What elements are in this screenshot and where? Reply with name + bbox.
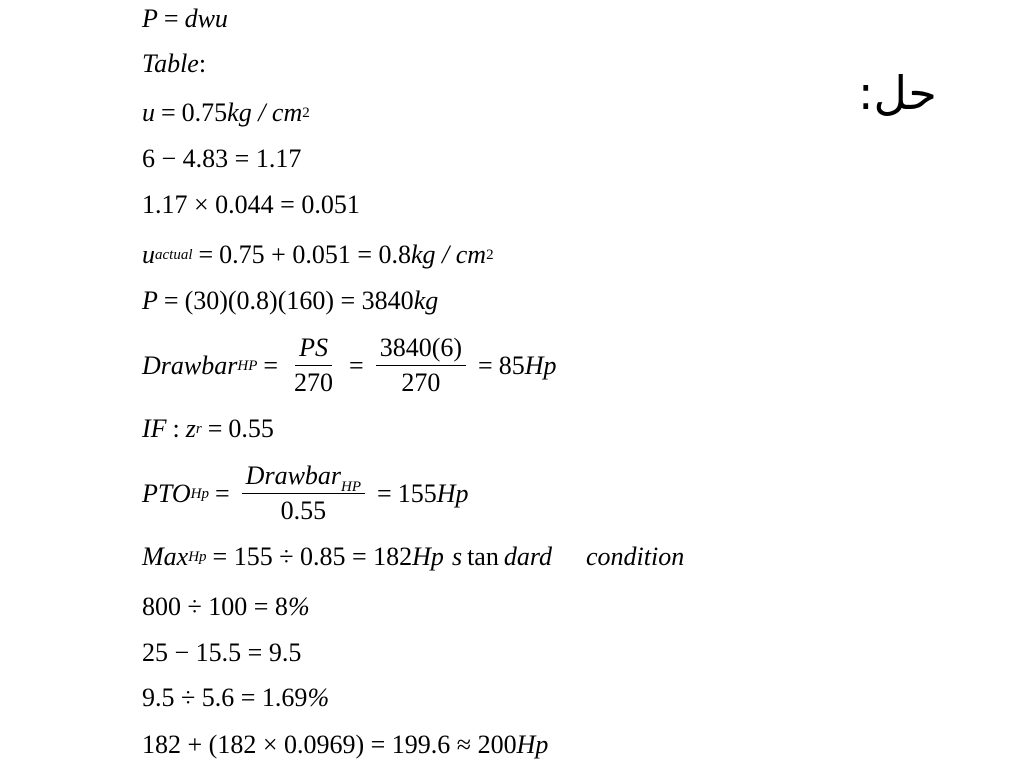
equation-line-2: Table : xyxy=(142,49,207,78)
equation-line-4: 6 − 4.83 = 1.17 xyxy=(142,144,302,173)
equation-line-7: P = (30)(0.8)(160) = 3840 kg xyxy=(142,286,439,315)
equation-line-8: Drawbar HP = $\frac{PS}{270}$ = $\frac{3840(6)}{270}$ = 85 Hp xyxy=(142,333,557,397)
equation-line-9: IF : z r = 0.55 xyxy=(142,414,274,443)
equation-line-10: PTO Hp = $\frac{Drawbar_{HP}}{0.55}$ = 155 Hp xyxy=(142,461,469,525)
equation-line-11: Max Hp = 155 ÷ 0.85 = 182 Hp s tan dard condition xyxy=(142,542,685,571)
equation-line-6: u actual = 0.75 + 0.051 = 0.8 kg / cm 2 xyxy=(142,240,494,269)
fraction-3840-270: $\frac{3840(6)}{270}$ xyxy=(376,333,466,398)
equation-line-13: 25 − 15.5 = 9.5 xyxy=(142,638,302,667)
equation-line-14: 9.5 ÷ 5.6 = 1.69 % xyxy=(142,683,330,712)
equation-line-1: P = dwu xyxy=(142,4,228,33)
solution-heading: حل: xyxy=(858,66,937,120)
equation-line-15: 182 + (182 × 0.0969) = 199.6 ≈ 200 Hp xyxy=(142,730,549,759)
fraction-ps-270: $\frac{PS}{270}$ xyxy=(294,333,334,397)
equation-line-12: 800 ÷ 100 = 8 % xyxy=(142,592,310,621)
equation-line-5: 1.17 × 0.044 = 0.051 xyxy=(142,190,360,219)
fraction-drawbar-055: $\frac{Drawbar_{HP}}{0.55}$ xyxy=(242,461,365,526)
equation-line-3: u = 0.75 kg / cm 2 xyxy=(142,98,310,127)
